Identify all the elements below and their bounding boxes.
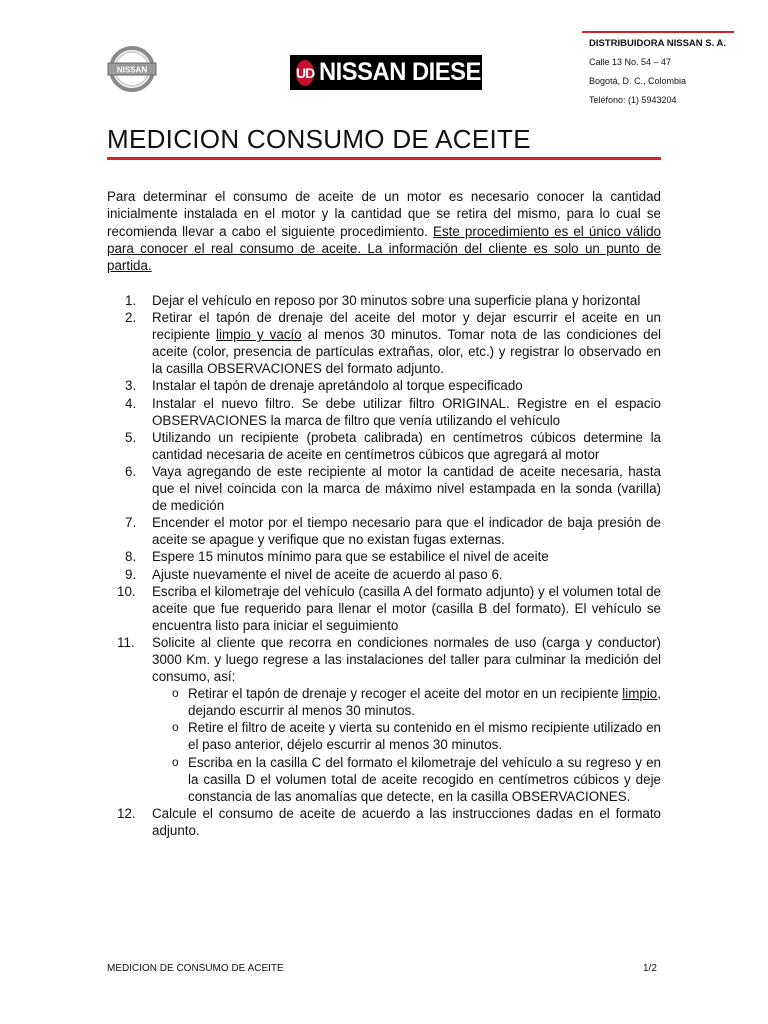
substep-text: , dejando escurrir al menos 30 minutos.	[188, 686, 661, 719]
intro-paragraph	[107, 188, 661, 274]
step-number: 12.	[117, 805, 136, 821]
list-item	[107, 548, 661, 565]
emblem-text: NISSAN	[116, 65, 148, 75]
step-text: Espere 15 minutos mínimo para que se estabilice el nivel de aceite	[152, 549, 549, 565]
procedure-steps	[107, 292, 661, 839]
list-item	[107, 634, 661, 805]
footer-title: MEDICION DE CONSUMO DE ACEITE	[107, 963, 284, 974]
intro-text: Para determinar el consumo de aceite de un motor es necesario conocer la cantidad inicialmente instalada en el motor y la cantidad que se retira del mismo, para lo cual se recomienda llevar a cabo el siguiente procedimiento.	[107, 189, 661, 239]
dealer-divider	[582, 31, 734, 33]
substep-text: Retire el filtro de aceite y vierta su contenido en el mismo recipiente utilizado en el paso anterior, déjelo escurrir al menos 30 minutos.	[188, 720, 661, 753]
step-text: Calcule el consumo de aceite de acuerdo a las instrucciones dadas en el formato adjunto.	[152, 805, 661, 838]
dealer-name: DISTRIBUIDORA NISSAN S. A.	[589, 38, 727, 49]
page-title: MEDICION CONSUMO DE ACEITE	[107, 124, 531, 154]
list-item	[107, 805, 661, 839]
bullet-icon: o	[172, 686, 179, 701]
list-item	[107, 292, 661, 309]
sub-list-item	[152, 754, 661, 805]
intro-underlined: Este procedimiento es el único válido para conocer el real consumo de aceite. La información del cliente es solo un punto de partida.	[107, 223, 661, 274]
title-divider	[107, 157, 661, 160]
sub-list-item	[152, 685, 661, 719]
bullet-icon: o	[172, 720, 179, 735]
step-text: Retirar el tapón de drenaje del aceite del motor y dejar escurrir el aceite en un recipiente	[152, 310, 661, 343]
step-number: 3.	[125, 378, 137, 394]
nissan-emblem-icon	[106, 44, 158, 94]
brand-name: NISSAN DIESEL	[319, 58, 496, 86]
step-text: Solicite al cliente que recorra en condiciones normales de uso (carga y conductor) 3000 Km. y luego regrese a las instalaciones del taller para culminar la medición del consumo, así:	[152, 634, 661, 685]
step-text: Vaya agregando de este recipiente al motor la cantidad de aceite necesaria, hasta que el nivel coincida con la marca de máximo nivel estampada en la sonda (varilla) de medición	[152, 463, 661, 514]
step-number: 2.	[125, 310, 137, 326]
step-underlined: limpio y vacío	[216, 327, 302, 343]
substep-underlined: limpio	[622, 686, 658, 702]
step-text: Dejar el vehículo en reposo por 30 minutos sobre una superficie plana y horizontal	[152, 293, 641, 308]
bullet-icon: o	[172, 754, 179, 769]
dealer-phone: Teléfono: (1) 5943204	[589, 95, 677, 105]
step-number: 6.	[125, 463, 137, 479]
substep-text: Retirar el tapón de drenaje y recoger el aceite del motor en un recipiente	[188, 686, 623, 702]
page-number: 1/2	[643, 963, 657, 974]
list-item	[107, 395, 661, 429]
step-text: Ajuste nuevamente el nivel de aceite de acuerdo al paso 6.	[152, 566, 503, 582]
step-number: 9.	[125, 566, 137, 582]
step-number: 5.	[125, 429, 137, 445]
step-text: Escriba el kilometraje del vehículo (casilla A del formato adjunto) y el volumen total de aceite que fue requerido para llenar el motor (casilla B del formato). El vehículo se encuentra listo para iniciar el seguimiento	[152, 583, 661, 633]
step-text: Instalar el nuevo filtro. Se debe utilizar filtro ORIGINAL. Registre en el espacio OBSERVACIONES la marca de filtro que venía utilizando el vehículo	[152, 395, 661, 428]
list-item	[107, 463, 661, 514]
sub-steps	[152, 685, 661, 805]
list-item	[107, 429, 661, 463]
dealer-address: Calle 13 No. 54 – 47	[589, 57, 672, 67]
list-item	[107, 309, 661, 377]
step-text: Encender el motor por el tiempo necesario para que el indicador de baja presión de aceite se apague y verifique que no existan fugas externas.	[152, 515, 661, 548]
step-number: 7.	[125, 515, 137, 531]
step-number: 4.	[125, 395, 137, 411]
step-text: Instalar el tapón de drenaje apretándolo al torque especificado	[152, 378, 523, 394]
step-number: 8.	[125, 549, 137, 565]
sub-list-item	[152, 719, 661, 753]
list-item	[107, 583, 661, 634]
list-item	[107, 377, 661, 394]
list-item	[107, 514, 661, 548]
dealer-info	[589, 38, 759, 114]
step-number: 1.	[125, 293, 137, 308]
step-number: 10.	[117, 583, 136, 599]
list-item	[107, 566, 661, 583]
step-text: al menos 30 minutos. Tomar nota de las condiciones del aceite (color, presencia de partículas extrañas, olor, etc.) y registrar lo observado en la casilla OBSERVACIONES del formato adjunto.	[152, 327, 661, 377]
nissan-diesel-logo	[290, 55, 496, 90]
dealer-city: Bogotá, D. C., Colombia	[589, 76, 687, 86]
ud-badge: UD	[296, 60, 314, 86]
step-number: 11.	[117, 634, 135, 650]
step-text: Utilizando un recipiente (probeta calibrada) en centímetros cúbicos determine la cantidad necesaria de aceite en centímetros cúbicos que agregará al motor	[152, 429, 661, 462]
substep-text: Escriba en la casilla C del formato el kilometraje del vehículo a su regreso y en la casilla D el volumen total de aceite recogido en centímetros cúbicos y deje constancia de las anomalías que detecte, en la casilla OBSERVACIONES.	[188, 754, 661, 804]
